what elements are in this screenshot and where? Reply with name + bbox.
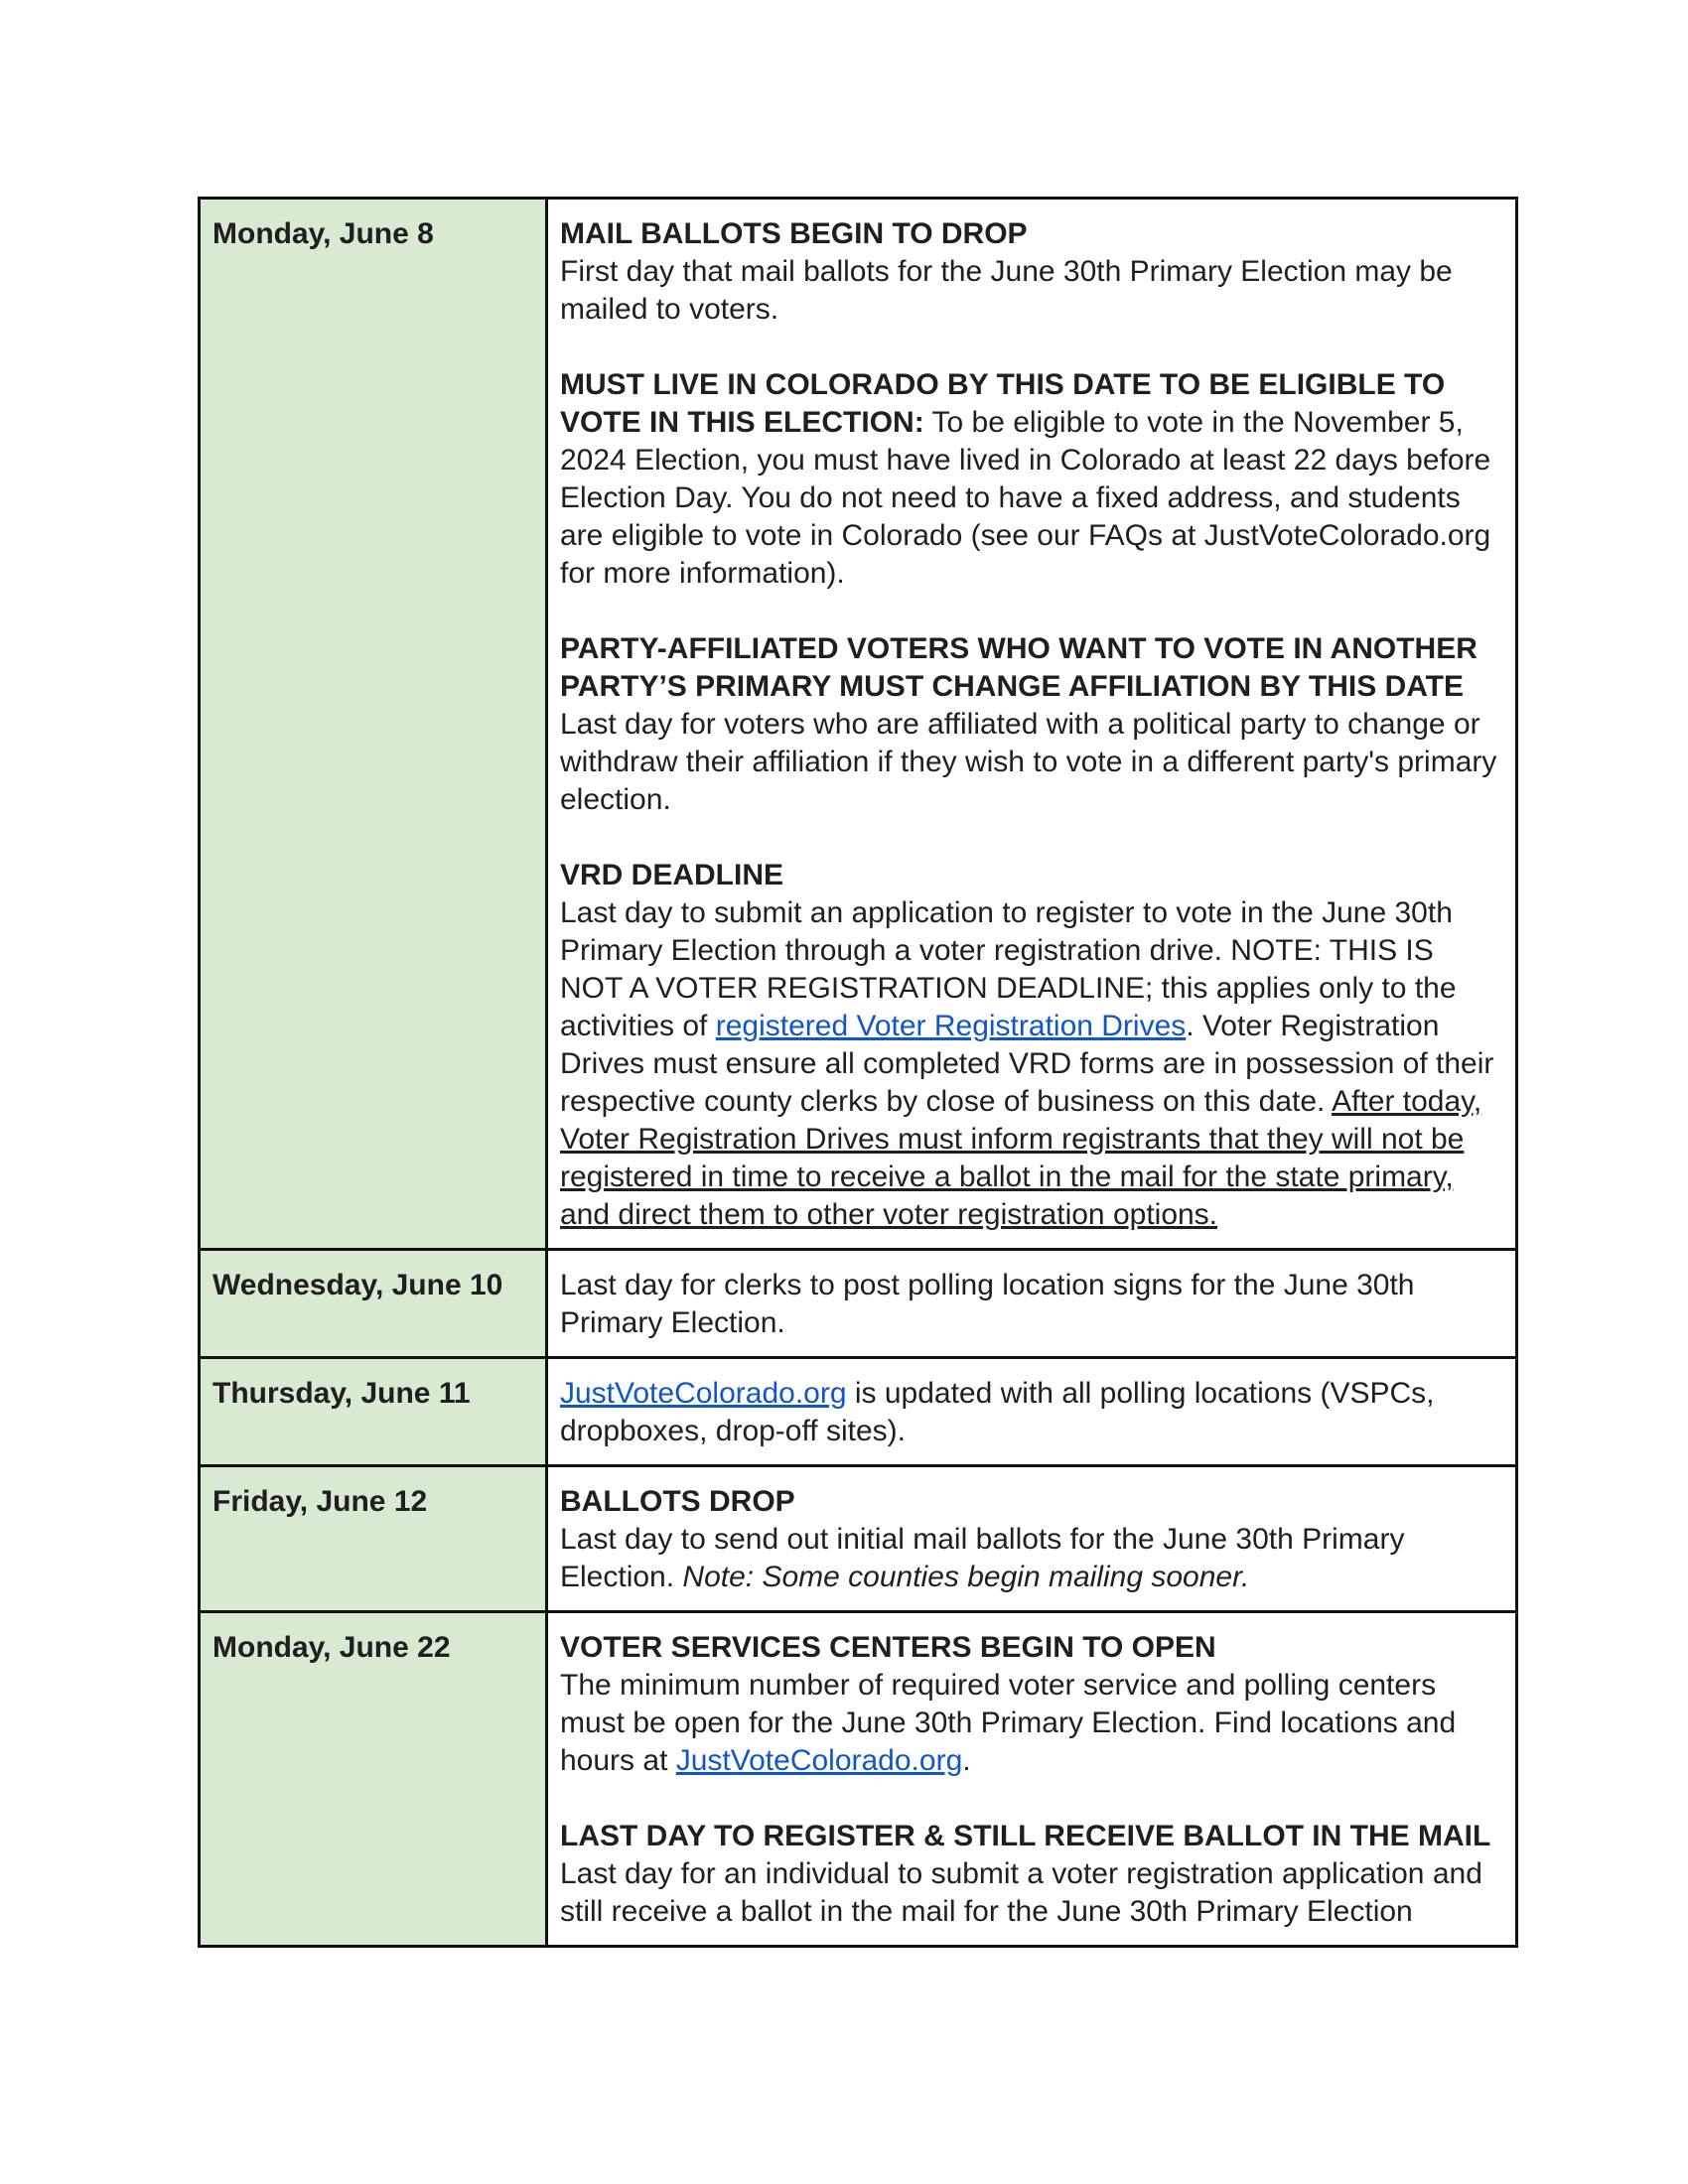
event-heading: PARTY-AFFILIATED VOTERS WHO WANT TO VOTE IN ANOTHER PARTY’S PRIMARY MUST CHANGE AFFILIATION BY THIS DATE — [560, 632, 1477, 703]
date-cell: Wednesday, June 10 — [200, 1250, 547, 1358]
event-text: To be eligible to vote in the November 5, 2024 Election, you must have lived in Colorado at least 22 days before Election Day. You do not need to have a fixed address, and students are eligible to vote in Colorado (see our FAQs at JustVoteColorado.org for more information). — [560, 406, 1491, 590]
event-block — [560, 366, 1503, 593]
table-row — [200, 1250, 1517, 1358]
event-heading: MUST LIVE IN COLORADO BY THIS DATE TO BE ELIGIBLE TO VOTE IN THIS ELECTION: — [560, 368, 1446, 439]
event-block — [560, 215, 1503, 329]
event-heading: MAIL BALLOTS BEGIN TO DROP — [560, 217, 1028, 250]
event-block — [560, 1818, 1503, 1931]
content-cell — [547, 1358, 1517, 1466]
event-text: Last day for an individual to submit a voter registration application and still receive a ballot in the mail for the June 30th Primary Election — [560, 1857, 1482, 1928]
content-cell — [547, 1612, 1517, 1947]
underlined-notice: After today, Voter Registration Drives must inform registrants that they will not be registered in time to receive a ballot in the mail for the state primary, and direct them to other voter registration options. — [560, 1085, 1482, 1231]
table-row — [200, 1358, 1517, 1466]
event-heading: VRD DEADLINE — [560, 859, 784, 891]
event-block — [560, 1629, 1503, 1780]
event-text: Last day to submit an application to register to vote in the June 30th Primary Election through a voter registration drive. NOTE: THIS IS NOT A VOTER REGISTRATION DEADLINE; this applies only to the activities of — [560, 896, 1457, 1042]
event-text: is updated with all polling locations (VSPCs, dropboxes, drop-off sites). — [560, 1377, 1435, 1447]
event-heading: VOTER SERVICES CENTERS BEGIN TO OPEN — [560, 1631, 1216, 1664]
event-text: The minimum number of required voter service and polling centers must be open for the June 30th Primary Election. Find locations and hours at — [560, 1669, 1457, 1777]
date-cell: Monday, June 8 — [200, 199, 547, 1250]
event-text: First day that mail ballots for the June 30th Primary Election may be mailed to voters. — [560, 255, 1453, 326]
table-row — [200, 1612, 1517, 1947]
justvotecolorado-link[interactable]: JustVoteColorado.org — [675, 1744, 963, 1777]
event-text: . Voter Registration Drives must ensure all completed VRD forms are in possession of their respective county clerks by close of business on this date. — [560, 1010, 1494, 1118]
event-text: Last day for clerks to post polling location signs for the June 30th Primary Election. — [560, 1269, 1415, 1339]
event-text: Last day to send out initial mail ballots for the June 30th Primary Election. — [560, 1523, 1405, 1593]
date-cell: Thursday, June 11 — [200, 1358, 547, 1466]
table-row — [200, 199, 1517, 1250]
event-heading: LAST DAY TO REGISTER & STILL RECEIVE BALLOT IN THE MAIL — [560, 1820, 1491, 1852]
event-block — [560, 630, 1503, 819]
event-text: . — [962, 1744, 971, 1777]
date-cell: Friday, June 12 — [200, 1466, 547, 1612]
content-cell — [547, 1466, 1517, 1612]
table-row — [200, 1466, 1517, 1612]
vrd-link[interactable]: registered Voter Registration Drives — [715, 1010, 1187, 1042]
content-cell — [547, 1250, 1517, 1358]
justvotecolorado-link[interactable]: JustVoteColorado.org — [560, 1377, 847, 1410]
content-cell — [547, 199, 1517, 1250]
event-block — [560, 857, 1503, 1234]
event-heading: BALLOTS DROP — [560, 1485, 795, 1518]
election-calendar-table — [198, 197, 1518, 1948]
event-text: Last day for voters who are affiliated with a political party to change or withdraw their affiliation if they wish to vote in a different party's primary election. — [560, 708, 1497, 816]
date-cell: Monday, June 22 — [200, 1612, 547, 1947]
event-note: Note: Some counties begin mailing sooner. — [682, 1561, 1250, 1593]
